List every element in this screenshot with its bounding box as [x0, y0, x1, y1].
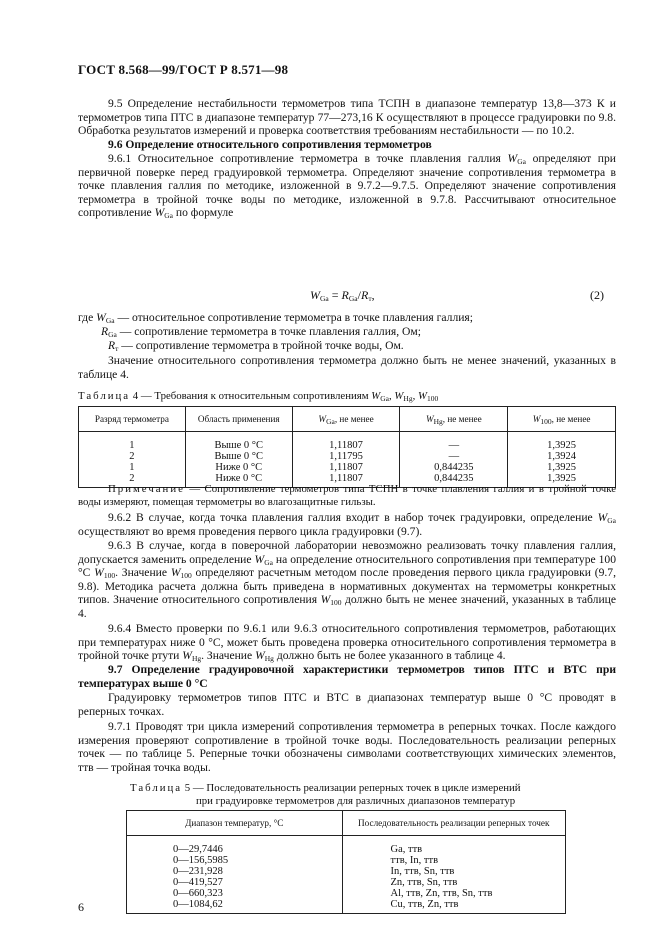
section-9-7-1: 9.7.1 Проводят три цикла измерений сопротивления термометра в реперных точках. После каждого измерения проверяют сопротивление в тройной точке воды. Последовательность реализации реперных точек — по таблице 5. Реперные точки обозначены символами соответствующих химических элементов, ттв — тройная точка воды. — [78, 720, 616, 774]
table-row: 0—1084,62 Cu, ттв, Zn, ттв — [127, 899, 566, 914]
section-9-6-2: 9.6.2 В случае, когда точка плавления галлия входит в набор точек градуировки, определение $W_{Ga}$ осуществляют во время проведения первого цикла градуировки (9.7). — [78, 511, 617, 538]
table-row: 1 Выше 0 °С 1,11807 — 1,3925 — [79, 432, 616, 452]
table-4-header: Область применения — [185, 407, 292, 432]
page-number: 6 — [78, 900, 84, 914]
section-9-6-1: 9.6.1 Относительное сопротивление термометра в точке плавления галлия $W_{Ga}$ определяют при первичной поверке перед градуировкой термометра. Определяют значение сопротивления термометра в точке плавления галлия по методике, изложенной в 9.7.2—9.7.5. Определяют значение сопротивления термометра в тройной точке воды по методике, изложенной в 9.7.8. Рассчитывают относительное сопротивление $W_{Ga}$ по формуле — [78, 152, 616, 221]
section-9-7-intro: Градуировку термометров типов ПТС и ВТС в диапазонах температур выше 0 °С проводят в реперных точках. — [78, 691, 616, 718]
table-row: 0—156,5985 ттв, In, ттв — [127, 855, 566, 866]
table-4 — [78, 406, 616, 488]
table-5-header: Диапазон температур, °С — [127, 811, 343, 836]
value-requirement-text: Значение относительного сопротивления термометра должно быть не менее значений, указанных в таблице 4. — [78, 354, 616, 381]
section-9-5: 9.5 Определение нестабильности термометров типа ТСПН в диапазоне температур 13,8—373 К и термометров типа ПТС в диапазоне температур 77—273,16 К осуществляют в процессе градуировки по 9.8. Обработка результатов измерений и проверка соответствия требованиям нестабильности — по 10.2. — [78, 97, 616, 138]
table-4-header: $W_{Hg}$, не менее — [400, 407, 508, 432]
table-4-header: Разряд термометра — [79, 407, 186, 432]
table-5-header: Последовательность реализации реперных точек — [342, 811, 565, 836]
table-4-header: $W_{Ga}$, не менее — [292, 407, 400, 432]
table-4-caption: Таблица 4 — Требования к относительным сопротивлениям $W_{Ga}$, $W_{Hg}$, $W_{100}$ — [78, 390, 439, 403]
table-row: 2 Выше 0 °С 1,11795 — 1,3924 — [79, 451, 616, 462]
table-5-caption-line-2: при градуировке термометров для различных диапазонов температур — [196, 795, 516, 807]
section-9-6-heading: 9.6 Определение относительного сопротивления термометров — [108, 138, 432, 151]
formula-number: (2) — [590, 288, 604, 302]
table-row: 2 Ниже 0 °С 1,11807 0,844235 1,3925 — [79, 473, 616, 488]
table-5-caption: Таблица 5 — Последовательность реализации реперных точек в цикле измерений — [130, 782, 521, 794]
running-header: ГОСТ 8.568—99/ГОСТ Р 8.571—98 — [78, 62, 289, 77]
table-4-note: Примечание — Сопротивление термометров типа ТСПН в точке плавления галлия и в тройной точке воды измеряют, помещая термометры во влагозащитные гильзы. — [78, 483, 617, 508]
table-row: 0—660,323 Al, ттв, Zn, ттв, Sn, ттв — [127, 888, 566, 899]
table-row: 0—29,7446 Ga, ттв — [127, 836, 566, 856]
where-line-1: где $W_{Ga}$ — относительное сопротивление термометра в точке плавления галлия; — [78, 311, 473, 325]
table-row: 0—419,527 Zn, ттв, Sn, ттв — [127, 877, 566, 888]
table-5 — [126, 810, 566, 914]
where-line-3: $R_т$ — сопротивление термометра в тройной точке воды, Ом. — [108, 339, 404, 353]
section-9-6-4: 9.6.4 Вместо проверки по 9.6.1 или 9.6.3 относительного сопротивления термометров, работающих при температурах ниже 0 °С, может быть проведена проверка относительного сопротивления термометра в тройной точке ртути $W_{Hg}$. Значение $W_{Hg}$ должно быть не более указанного в таблице 4. — [78, 622, 616, 664]
table-4-header: $W_{100}$, не менее — [508, 407, 616, 432]
section-9-6-3: 9.6.3 В случае, когда в поверочной лаборатории невозможно реализовать точку плавления галлия, допускается заменить определение $W_{Ga}$ на определение относительного сопротивления при температуре 100 °С $W_{100}$. Значение $W_{100}$ определяют расчетным методом после проведения первого цикла градуировки (9.7, 9.8). Методика расчета должна быть приведена в нормативных документах на термометры конкретных типов. Значение относительного сопротивления $W_{100}$ должно быть не менее значений, указанных в таблице 4. — [78, 539, 616, 620]
table-row: 0—231,928 In, ттв, Sn, ттв — [127, 866, 566, 877]
table-row: 1 Ниже 0 °С 1,11807 0,844235 1,3925 — [79, 462, 616, 473]
section-9-7-heading: 9.7 Определение градуировочной характеристики термометров типов ПТС и ВТС при температурах выше 0 °С — [78, 663, 616, 690]
where-line-2: $R_{Ga}$ — сопротивление термометра в точке плавления галлия, Ом; — [101, 325, 421, 339]
formula-w-ga: $W_{Ga} = R_{Ga}/R_т$, — [310, 288, 375, 303]
